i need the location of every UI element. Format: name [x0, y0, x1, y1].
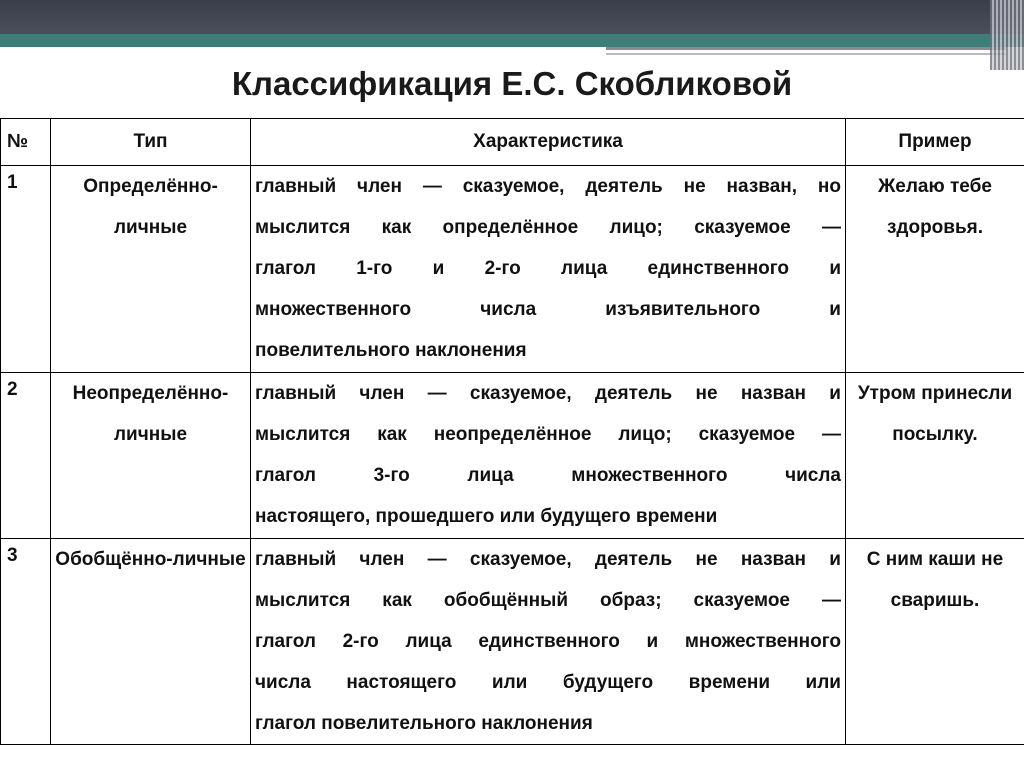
row-desc	[251, 166, 846, 373]
row-num: 3	[1, 539, 51, 745]
table-row	[1, 373, 1024, 539]
desc-line: главный член — сказуемое, деятель не назван и	[255, 549, 841, 570]
slide-title: Классификация Е.С. Скобликовой	[231, 65, 793, 102]
header-type: Тип	[51, 119, 251, 166]
desc-line: глагол 3-го лица множественного числа	[255, 465, 841, 486]
header-example: Пример	[846, 119, 1024, 166]
desc-line: мыслится как определённое лицо; сказуемое —	[255, 217, 841, 238]
header-desc: Характеристика	[251, 119, 846, 166]
header-num: №	[1, 119, 51, 166]
desc-line: мыслится как обобщённый образ; сказуемое —	[255, 590, 841, 611]
row-type: Обобщённо-личные	[51, 539, 251, 745]
row-example: Желаю тебе здоровья.	[846, 166, 1024, 373]
decor-line	[606, 47, 1006, 50]
table-row	[1, 166, 1024, 373]
desc-line: настоящего, прошедшего или будущего времени	[255, 506, 718, 527]
row-num: 2	[1, 373, 51, 539]
teal-decor-bar	[0, 34, 1024, 47]
desc-line: множественного числа изъявительного и	[255, 299, 841, 320]
table-row	[1, 539, 1024, 745]
row-desc	[251, 373, 846, 539]
row-type: Неопределённо-личные	[51, 373, 251, 539]
row-example: С ним каши не сваришь.	[846, 539, 1024, 745]
desc-line: глагол 2-го лица единственного и множественного	[255, 631, 841, 652]
top-decor-bar	[0, 0, 1024, 34]
desc-line: глагол повелительного наклонения	[255, 713, 593, 734]
desc-line: числа настоящего или будущего времени или	[255, 672, 841, 693]
desc-line: глагол 1-го и 2-го лица единственного и	[255, 258, 841, 279]
desc-line: повелительного наклонения	[255, 340, 527, 361]
classification-table	[0, 118, 1024, 745]
row-type: Определённо-личные	[51, 166, 251, 373]
desc-line: мыслится как неопределённое лицо; сказуемое —	[255, 424, 841, 445]
desc-line: главный член — сказуемое, деятель не назван и	[255, 383, 841, 404]
row-example: Утром принесли посылку.	[846, 373, 1024, 539]
desc-line: главный член — сказуемое, деятель не назван, но	[255, 176, 841, 197]
row-num: 1	[1, 166, 51, 373]
row-desc	[251, 539, 846, 745]
table-header-row	[1, 119, 1024, 166]
